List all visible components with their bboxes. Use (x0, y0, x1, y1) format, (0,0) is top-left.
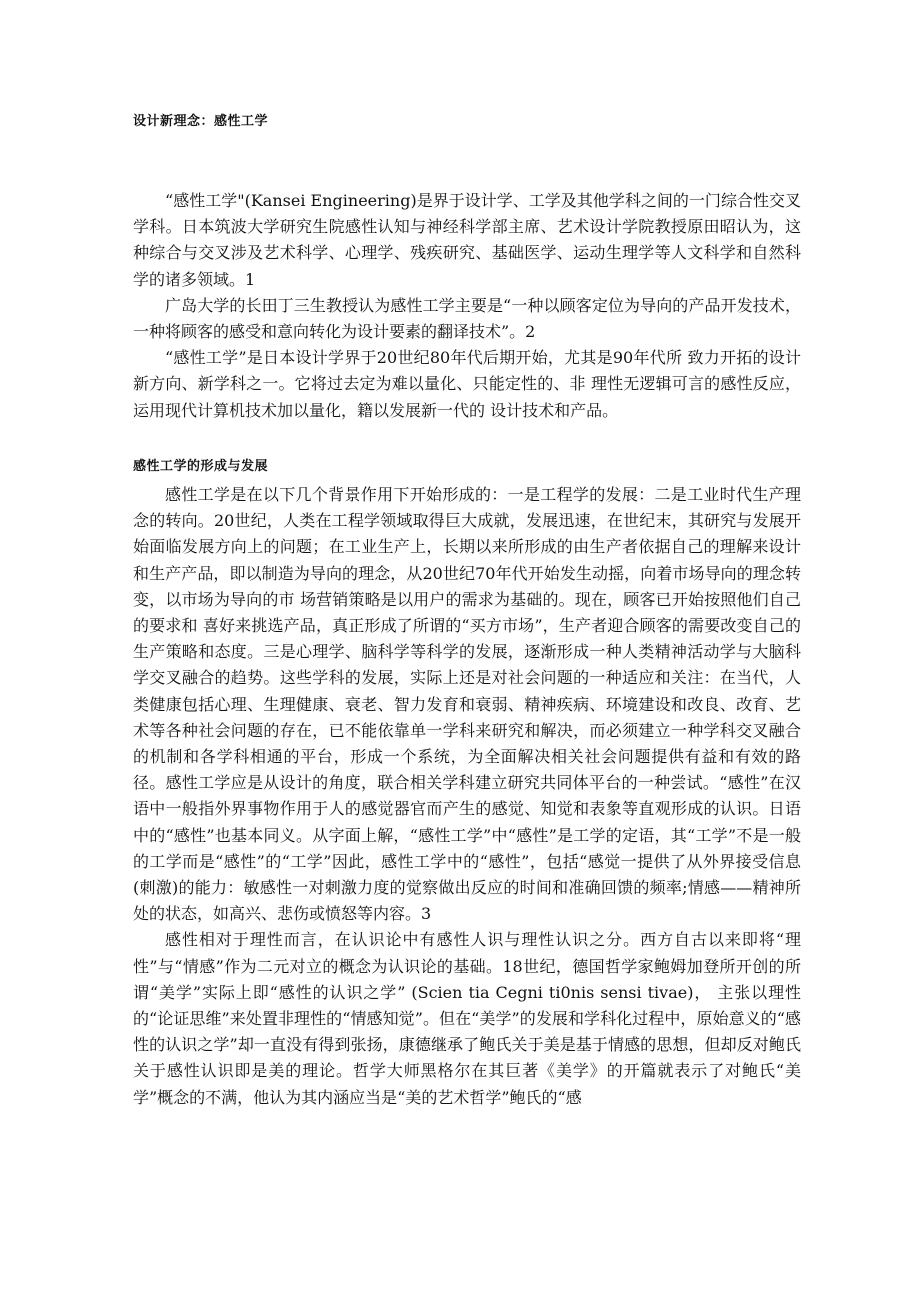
section-heading: 感性工学的形成与发展 (133, 459, 269, 474)
intro-paragraph-3: “感性工学”是日本设计学界于20世纪80年代后期开始，尤其是90年代所 致力开拓的设计新方向、新学科之一。它将过去定为难以量化、只能定性的、非 理性无逻辑可言的感性反应，运用现代计算机技术加以量化，籍以发展新一代的 设计技术和产品。 (133, 348, 801, 420)
intro-section (133, 188, 801, 424)
intro-paragraph-1: “感性工学"(Kansei Engineering)是界于设计学、工学及其他学科之间的一门综合性交叉学科。日本筑波大学研究生院感性认知与神经科学部主席、艺术设计学院教授原田昭认为，这种综合与交叉涉及艺术科学、心理学、残疾研究、基础医学、运动生理学等人文科学和自然科学的诸多领域。1 (133, 191, 801, 289)
document-title: 设计新理念：感性工学 (133, 114, 269, 129)
section-paragraph-2: 感性相对于理性而言，在认识论中有感性人识与理性认识之分。西方自古以来即将“理性”与“情感”作为二元对立的概念为认识论的基础。18世纪，德国哲学家鲍姆加登所开创的所谓“美学”实际上即“感性的认识之学” (Scien tia Cegni ti0nis sensi tivae)， 主张以理性的“论证思维”来处置非理性的“情感知觉”。但在“美学”的发展和学科化过程中，原始意义的“感性的认识之学”却一直没有得到张扬，康德继承了鲍氏关于美是基于情感的思想，但却反对鲍氏关于感性认识即是美的理论。哲学大师黑格尔在其巨著《美学》的开篇就表示了对鲍氏“美学”概念的不满，他认为其内涵应当是“美的艺术哲学”鲍氏的“感 (133, 930, 801, 1107)
intro-paragraph-2: 广岛大学的长田丁三生教授认为感性工学主要是“一种以顾客定位为导向的产品开发技术，一种将顾客的感受和意向转化为设计要素的翻译技术”。2 (133, 295, 801, 342)
section-paragraph-1: 感性工学是在以下几个背景作用下开始形成的：一是工程学的发展：二是工业时代生产理念的转向。20世纪，人类在工程学领域取得巨大成就，发展迅速，在世纪末，其研究与发展开始面临发展方向上的问题；在工业生产上，长期以来所形成的由生产者依据自己的理解来设计和生产产品，即以制造为导向的理念，从20世纪70年代开始发生动摇，向着市场导向的理念转变，以市场为导向的市 场营销策略是以用户的需求为基础的。现在，顾客已开始按照他们自己的要求和 喜好来挑选产品，真正形成了所谓的“买方市场”，生产者迎合顾客的需要改变自己的生产策略和态度。三是心理学、脑科学等科学的发展，逐渐形成一种人类精神活动学与大脑科学交叉融合的趋势。这些学科的发展，实际上还是对社会问题的一种适应和关注：在当代，人类健康包括心理、生理健康、衰老、智力发育和衰弱、精神疾病、环境建设和改良、改育、艺术等各种社会问题的存在，已不能依靠单一学科来研究和解决，而必须建立一种学科交叉融合的机制和各学科相通的平台，形成一个系统，为全面解决相关社会问题提供有益和有效的路径。感性工学应是从设计的角度，联合相关学科建立研究共同体平台的一种尝试。“感性”在汉语中一般指外界事物作用于人的感觉器官而产生的感觉、知觉和表象等直观形成的认识。日语中的“感性”也基本同义。从字面上解，“感性工学”中“感性”是工学的定语，其“工学”不是一般的工学而是“感性”的“工学”因此，感性工学中的“感性”，包括“感觉一提供了从外界接受信息(刺激)的能力：敏感性一对刺激力度的觉察做出反应的时间和准确回馈的频率;情感——精神所处的状态，如高兴、悲伤或愤怒等内容。3 (133, 485, 801, 924)
formation-section (133, 482, 801, 1111)
